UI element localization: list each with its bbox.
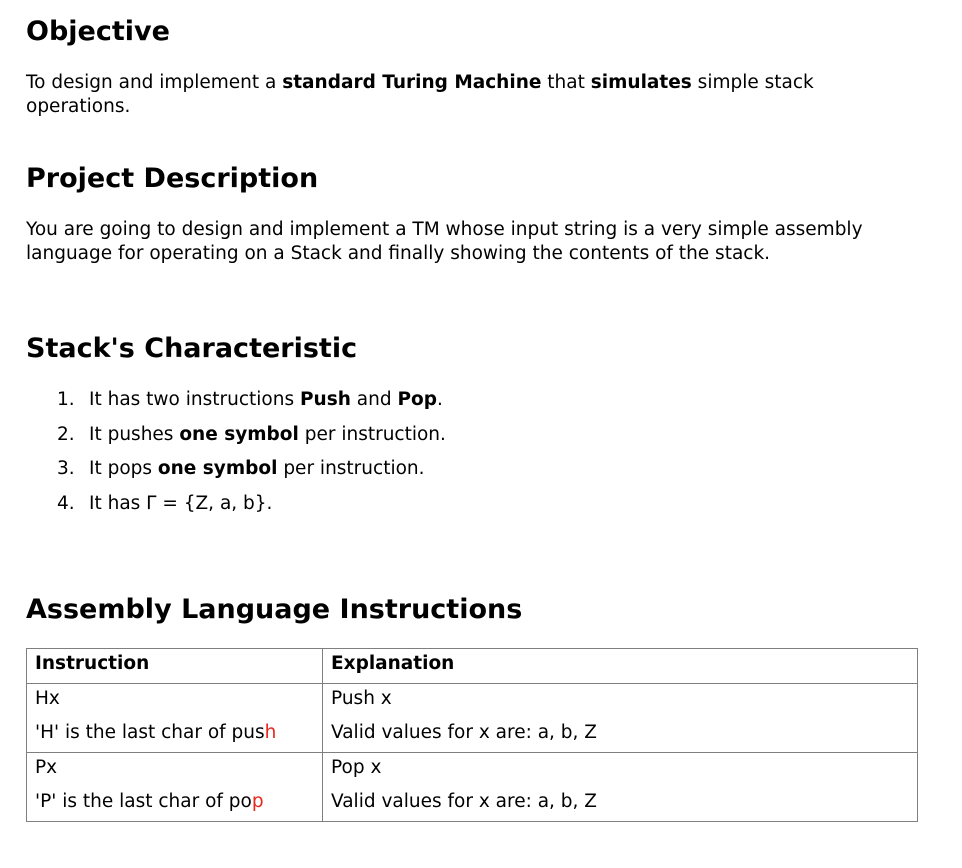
list-item [26, 388, 446, 423]
list-bold: Push [299, 389, 351, 410]
table-cell-instruction [27, 753, 323, 822]
list-text: per instruction. [277, 458, 425, 479]
valid-values-text: Valid values for x are: a, b, Z [331, 722, 597, 743]
list-text: . [437, 389, 443, 410]
assembly-heading: Assembly Language Instructions [26, 594, 523, 625]
list-text: It pushes [89, 423, 180, 445]
note-highlight: h [264, 722, 277, 743]
objective-bold-tm: standard Turing Machine [282, 72, 542, 93]
objective-text: To design and implement a [26, 72, 283, 93]
explanation-text: Pop x [331, 757, 382, 778]
explanation-text: Push x [331, 688, 392, 709]
table-row [27, 684, 918, 753]
note-text: 'P' is the last char of po [35, 791, 252, 812]
list-bold: one symbol [179, 423, 299, 445]
list-text: It has Γ = {Z, a, b}. [89, 492, 273, 514]
list-number: 4. [57, 492, 75, 514]
objective-heading: Objective [26, 16, 170, 47]
list-text: It has two instructions [89, 389, 300, 410]
table-cell-instruction [27, 684, 323, 753]
instruction-code: Px [35, 757, 58, 778]
stack-characteristic-heading: Stack's Characteristic [26, 333, 358, 364]
list-bold: Pop [397, 389, 437, 410]
table-cell-explanation [323, 753, 918, 822]
list-item [26, 492, 446, 527]
objective-text: simple stack operations. [26, 72, 814, 117]
table-header-explanation: Explanation [323, 649, 918, 684]
list-number: 1. [57, 389, 75, 410]
table-cell-explanation [323, 684, 918, 753]
stack-characteristic-list [26, 388, 446, 526]
list-text: per instruction. [298, 423, 446, 445]
list-bold: one symbol [157, 458, 278, 479]
instruction-code: Hx [35, 688, 60, 709]
list-item [26, 457, 446, 492]
list-item [26, 423, 446, 458]
project-description-paragraph: You are going to design and implement a TM whose input string is a very simple assembly language for operating on a Stack and finally showing the contents of the stack. [26, 219, 863, 264]
table-row [27, 753, 918, 822]
objective-paragraph [26, 71, 906, 119]
project-description-heading: Project Description [26, 163, 319, 194]
instruction-note [35, 718, 314, 752]
list-number: 2. [57, 423, 75, 445]
list-number: 3. [57, 458, 75, 479]
list-text: and [350, 389, 398, 410]
note-highlight: p [251, 791, 264, 812]
table-header-instruction: Instruction [27, 649, 323, 684]
objective-bold-simulates: simulates [590, 72, 692, 93]
objective-text: that [541, 72, 591, 93]
instruction-note [35, 787, 314, 821]
valid-values-text: Valid values for x are: a, b, Z [331, 791, 597, 812]
note-text: 'H' is the last char of pus [35, 722, 265, 743]
instructions-table [26, 648, 918, 822]
table-header-row [27, 649, 918, 684]
list-text: It pops [89, 458, 158, 479]
